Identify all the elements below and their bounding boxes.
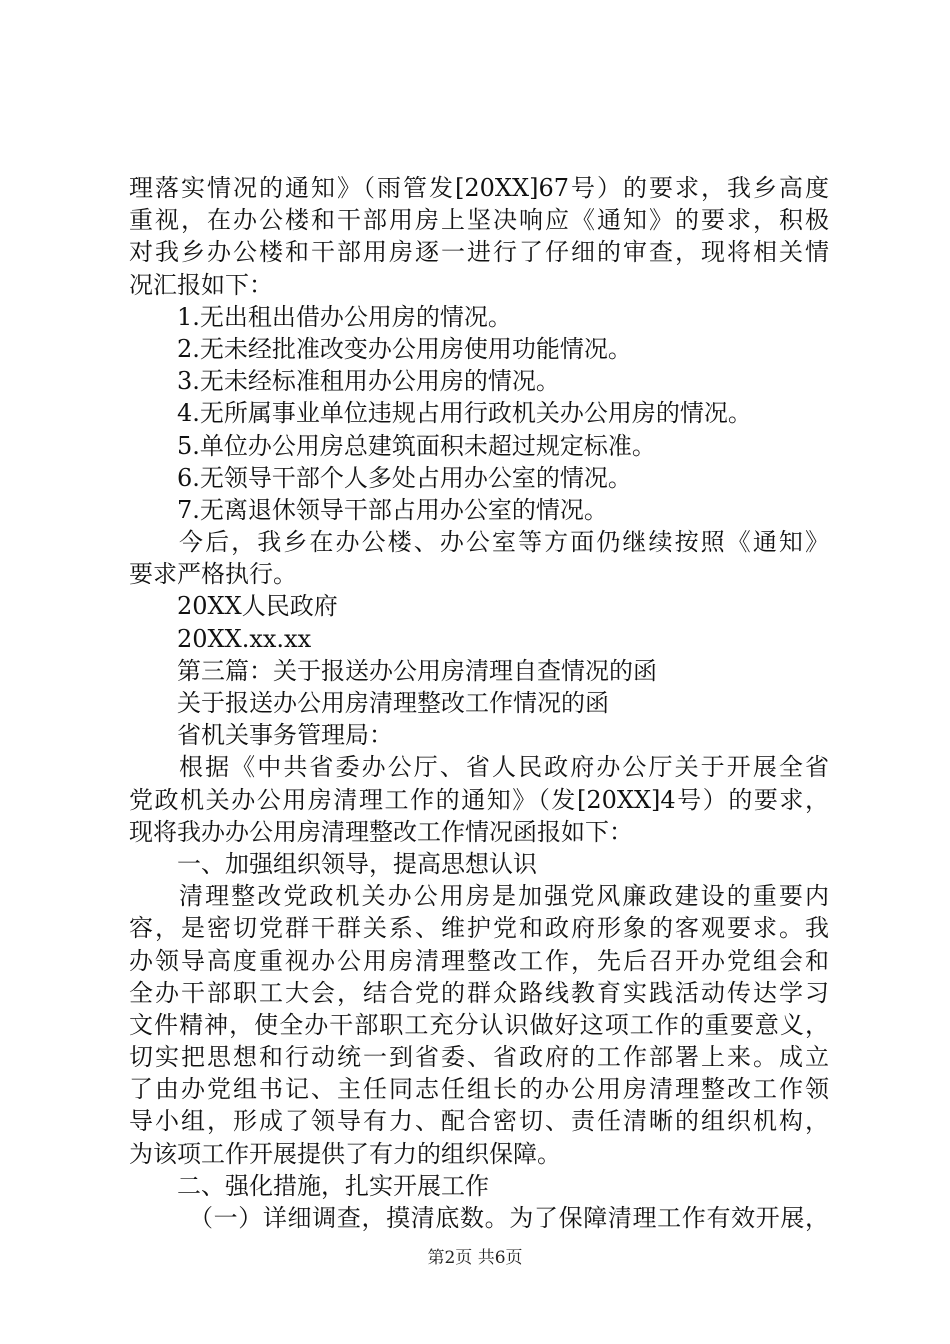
text-line: 6.无领导干部个人多处占用办公室的情况。 bbox=[177, 463, 632, 492]
text-line: 20XX.xx.xx bbox=[177, 624, 312, 653]
text-line: 现将我办办公用房清理整改工作情况函报如下： bbox=[129, 817, 633, 846]
text-line: 全办干部职工大会，结合党的群众路线教育实践活动传达学习 bbox=[129, 978, 829, 1007]
document-body bbox=[129, 172, 829, 1234]
text-line: 关于报送办公用房清理整改工作情况的函 bbox=[177, 689, 609, 717]
text-line: 根据《中共省委办公厅、省人民政府办公厅关于开展全省 bbox=[179, 753, 829, 782]
text-line: 第三篇：关于报送办公用房清理自查情况的函 bbox=[177, 656, 657, 685]
text-line: （一）详细调查，摸清底数。为了保障清理工作有效开展， bbox=[189, 1204, 829, 1232]
text-line: 二、强化措施，扎实开展工作 bbox=[177, 1171, 489, 1200]
text-line: 理落实情况的通知》（雨管发[20XX]67号）的要求，我乡高度 bbox=[129, 174, 829, 202]
text-line: 导小组，形成了领导有力、配合密切、责任清晰的组织机构， bbox=[129, 1107, 829, 1136]
page-footer: 第2页 共6页 bbox=[427, 1248, 523, 1268]
text-line: 切实把思想和行动统一到省委、省政府的工作部署上来。成立 bbox=[129, 1043, 829, 1072]
text-line: 办领导高度重视办公用房清理整改工作，先后召开办党组会和 bbox=[129, 946, 829, 975]
text-line: 今后，我乡在办公楼、办公室等方面仍继续按照《通知》 bbox=[179, 528, 829, 557]
text-line: 了由办党组书记、主任同志任组长的办公用房清理整改工作领 bbox=[129, 1075, 829, 1104]
text-line: 5.单位办公用房总建筑面积未超过规定标准。 bbox=[177, 431, 656, 460]
text-line: 容，是密切党群干群关系、维护党和政府形象的客观要求。我 bbox=[129, 914, 829, 943]
text-line: 对我乡办公楼和干部用房逐一进行了仔细的审查，现将相关情 bbox=[129, 238, 829, 267]
text-line: 3.无未经标准租用办公用房的情况。 bbox=[177, 367, 560, 396]
text-line: 1.无出租出借办公用房的情况。 bbox=[177, 302, 512, 331]
text-line: 为该项工作开展提供了有力的组织保障。 bbox=[129, 1139, 561, 1168]
text-line: 省机关事务管理局： bbox=[177, 721, 393, 750]
text-line: 况汇报如下： bbox=[129, 270, 273, 299]
text-line: 4.无所属事业单位违规占用行政机关办公用房的情况。 bbox=[177, 399, 752, 428]
text-line: 重视，在办公楼和干部用房上坚决响应《通知》的要求，积极 bbox=[129, 206, 829, 235]
text-line: 20XX人民政府 bbox=[177, 592, 338, 621]
text-line: 党政机关办公用房清理工作的通知》（发[20XX]4号）的要求， bbox=[129, 785, 829, 814]
text-line: 7.无离退休领导干部占用办公室的情况。 bbox=[177, 495, 608, 524]
text-line: 文件精神，使全办干部职工充分认识做好这项工作的重要意义， bbox=[129, 1010, 829, 1039]
text-line: 清理整改党政机关办公用房是加强党风廉政建设的重要内 bbox=[179, 882, 829, 911]
text-line: 2.无未经批准改变办公用房使用功能情况。 bbox=[177, 334, 632, 363]
text-line: 要求严格执行。 bbox=[129, 560, 297, 589]
text-line: 一、加强组织领导，提高思想认识 bbox=[177, 849, 537, 878]
